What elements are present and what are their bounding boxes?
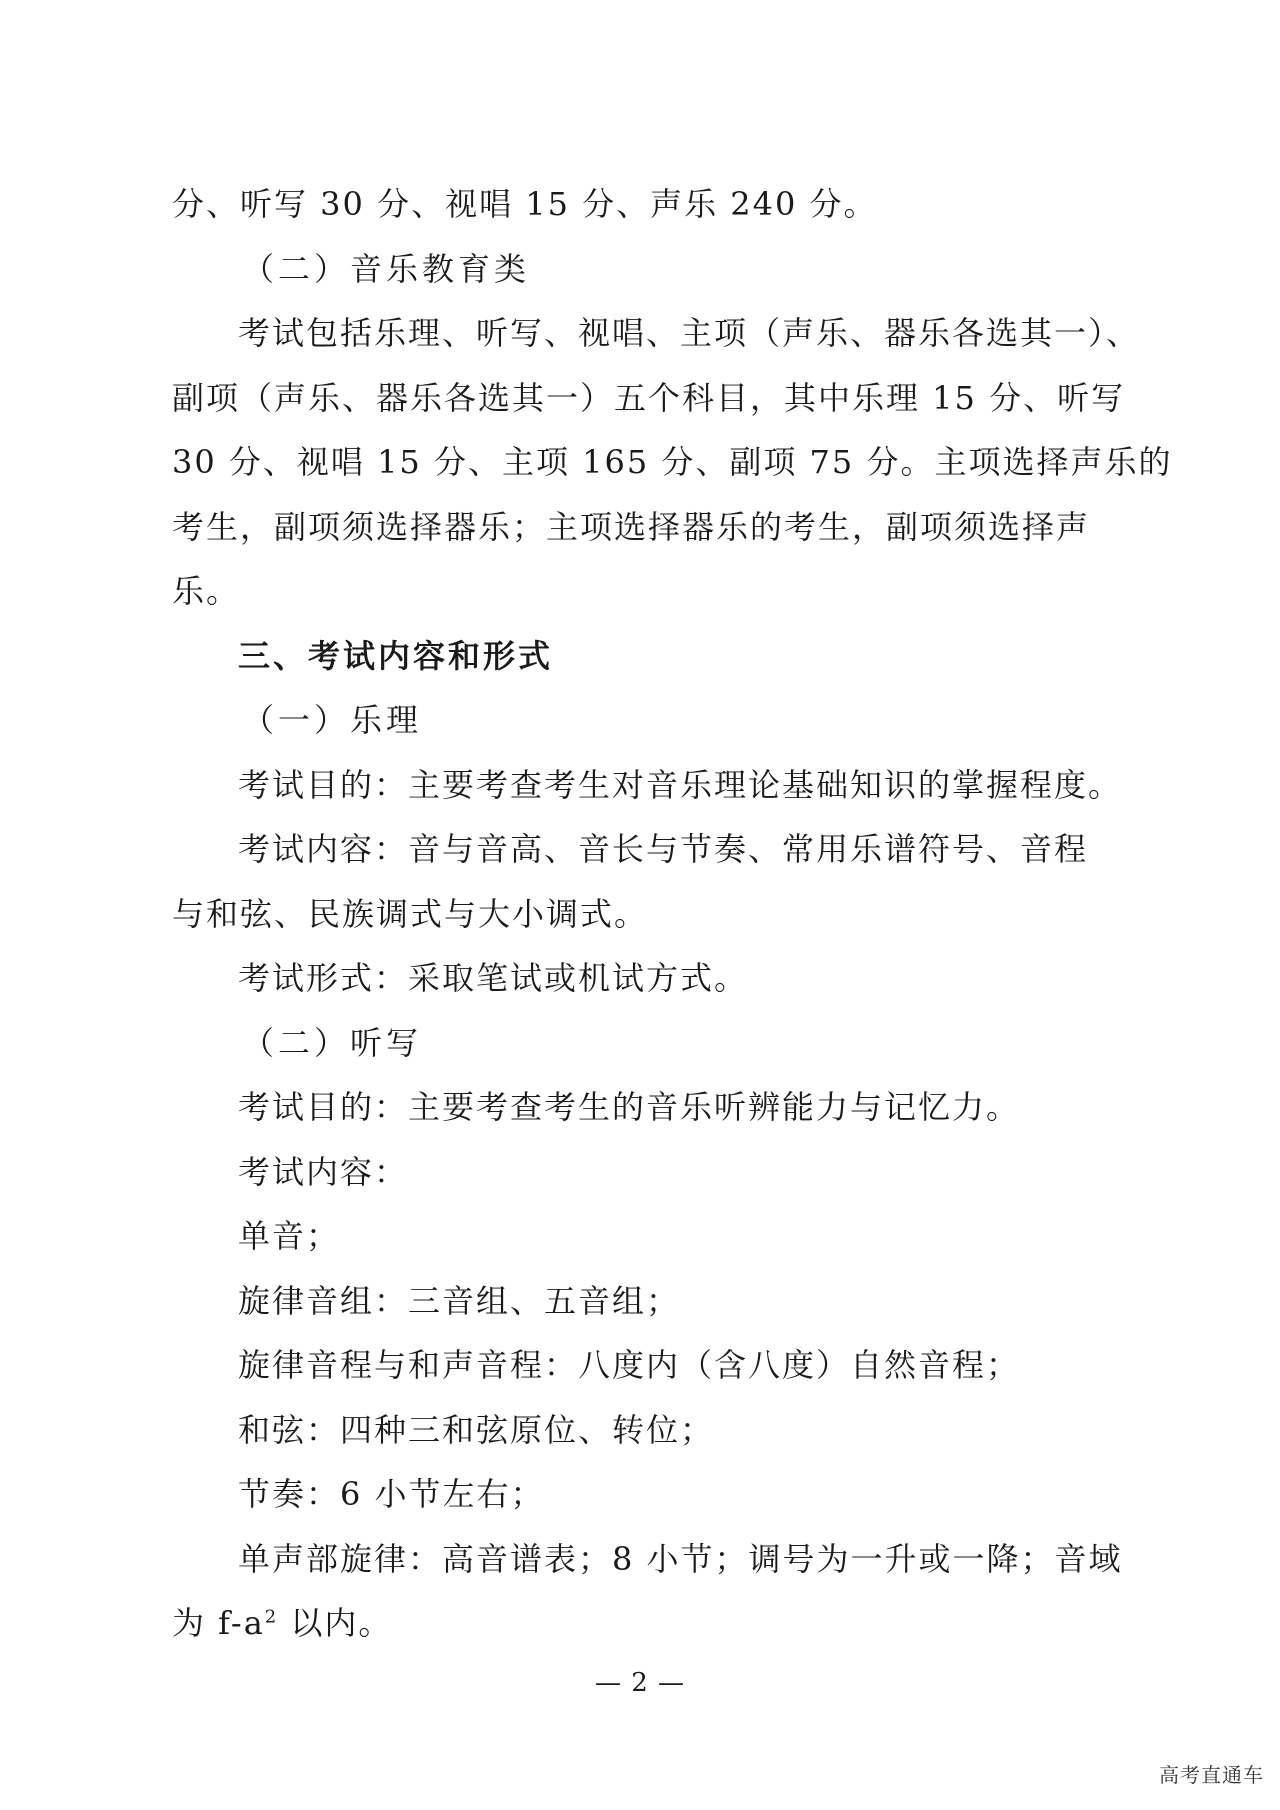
paragraph-line: 考试包括乐理、听写、视唱、主项（声乐、器乐各选其一）、 [238, 314, 1141, 352]
paragraph-line: 考生，副项须选择器乐；主项选择器乐的考生，副项须选择声 [172, 507, 1091, 546]
section-heading-exam-content: 三、考试内容和形式 [238, 636, 554, 675]
page-number: — 2 — [594, 1668, 686, 1698]
paragraph-line: 30 分、视唱 15 分、主项 165 分、副项 75 分。主项选择声乐的 [172, 443, 1173, 481]
paragraph-line: 与和弦、民族调式与大小调式。 [172, 894, 649, 933]
range-text-end: 以内。 [278, 1604, 393, 1642]
list-item: 旋律音组：三音组、五音组； [238, 1281, 681, 1320]
document-body [172, 172, 1173, 1656]
superscript: 2 [264, 1606, 279, 1628]
paragraph-line: 考试目的：主要考查考生对音乐理论基础知识的掌握程度。 [238, 765, 1123, 804]
paragraph-line: 考试内容：音与音高、音长与节奏、常用乐谱符号、音程 [238, 830, 1089, 868]
subsection-heading-dictation: （二）听写 [242, 1023, 423, 1062]
watermark: 高考直通车 [1159, 1763, 1264, 1787]
paragraph-line: 乐。 [172, 572, 241, 610]
subsection-heading-music-education: （二）音乐教育类 [242, 249, 531, 288]
list-item: 节奏：6 小节左右； [238, 1475, 545, 1513]
paragraph-line: 考试内容： [238, 1152, 409, 1191]
list-item: 和弦：四种三和弦原位、转位； [238, 1410, 715, 1449]
list-item: 单音； [238, 1217, 341, 1255]
range-text: 为 f-a [172, 1604, 265, 1642]
list-item: 单声部旋律：高音谱表；8 小节；调号为一升或一降；音域 [238, 1539, 1123, 1578]
subsection-heading-music-theory: （一）乐理 [242, 701, 423, 739]
list-item: 旋律音程与和声音程：八度内（含八度）自然音程； [238, 1346, 1021, 1384]
paragraph-line: 副项（声乐、器乐各选其一）五个科目，其中乐理 15 分、听写 [172, 378, 1126, 417]
paragraph-line [172, 1591, 1116, 1656]
paragraph-line: 考试形式：采取笔试或机试方式。 [238, 959, 749, 997]
paragraph-line: 分、听写 30 分、视唱 15 分、声乐 240 分。 [172, 185, 878, 223]
paragraph-line: 考试目的：主要考查考生的音乐听辨能力与记忆力。 [238, 1088, 1021, 1126]
